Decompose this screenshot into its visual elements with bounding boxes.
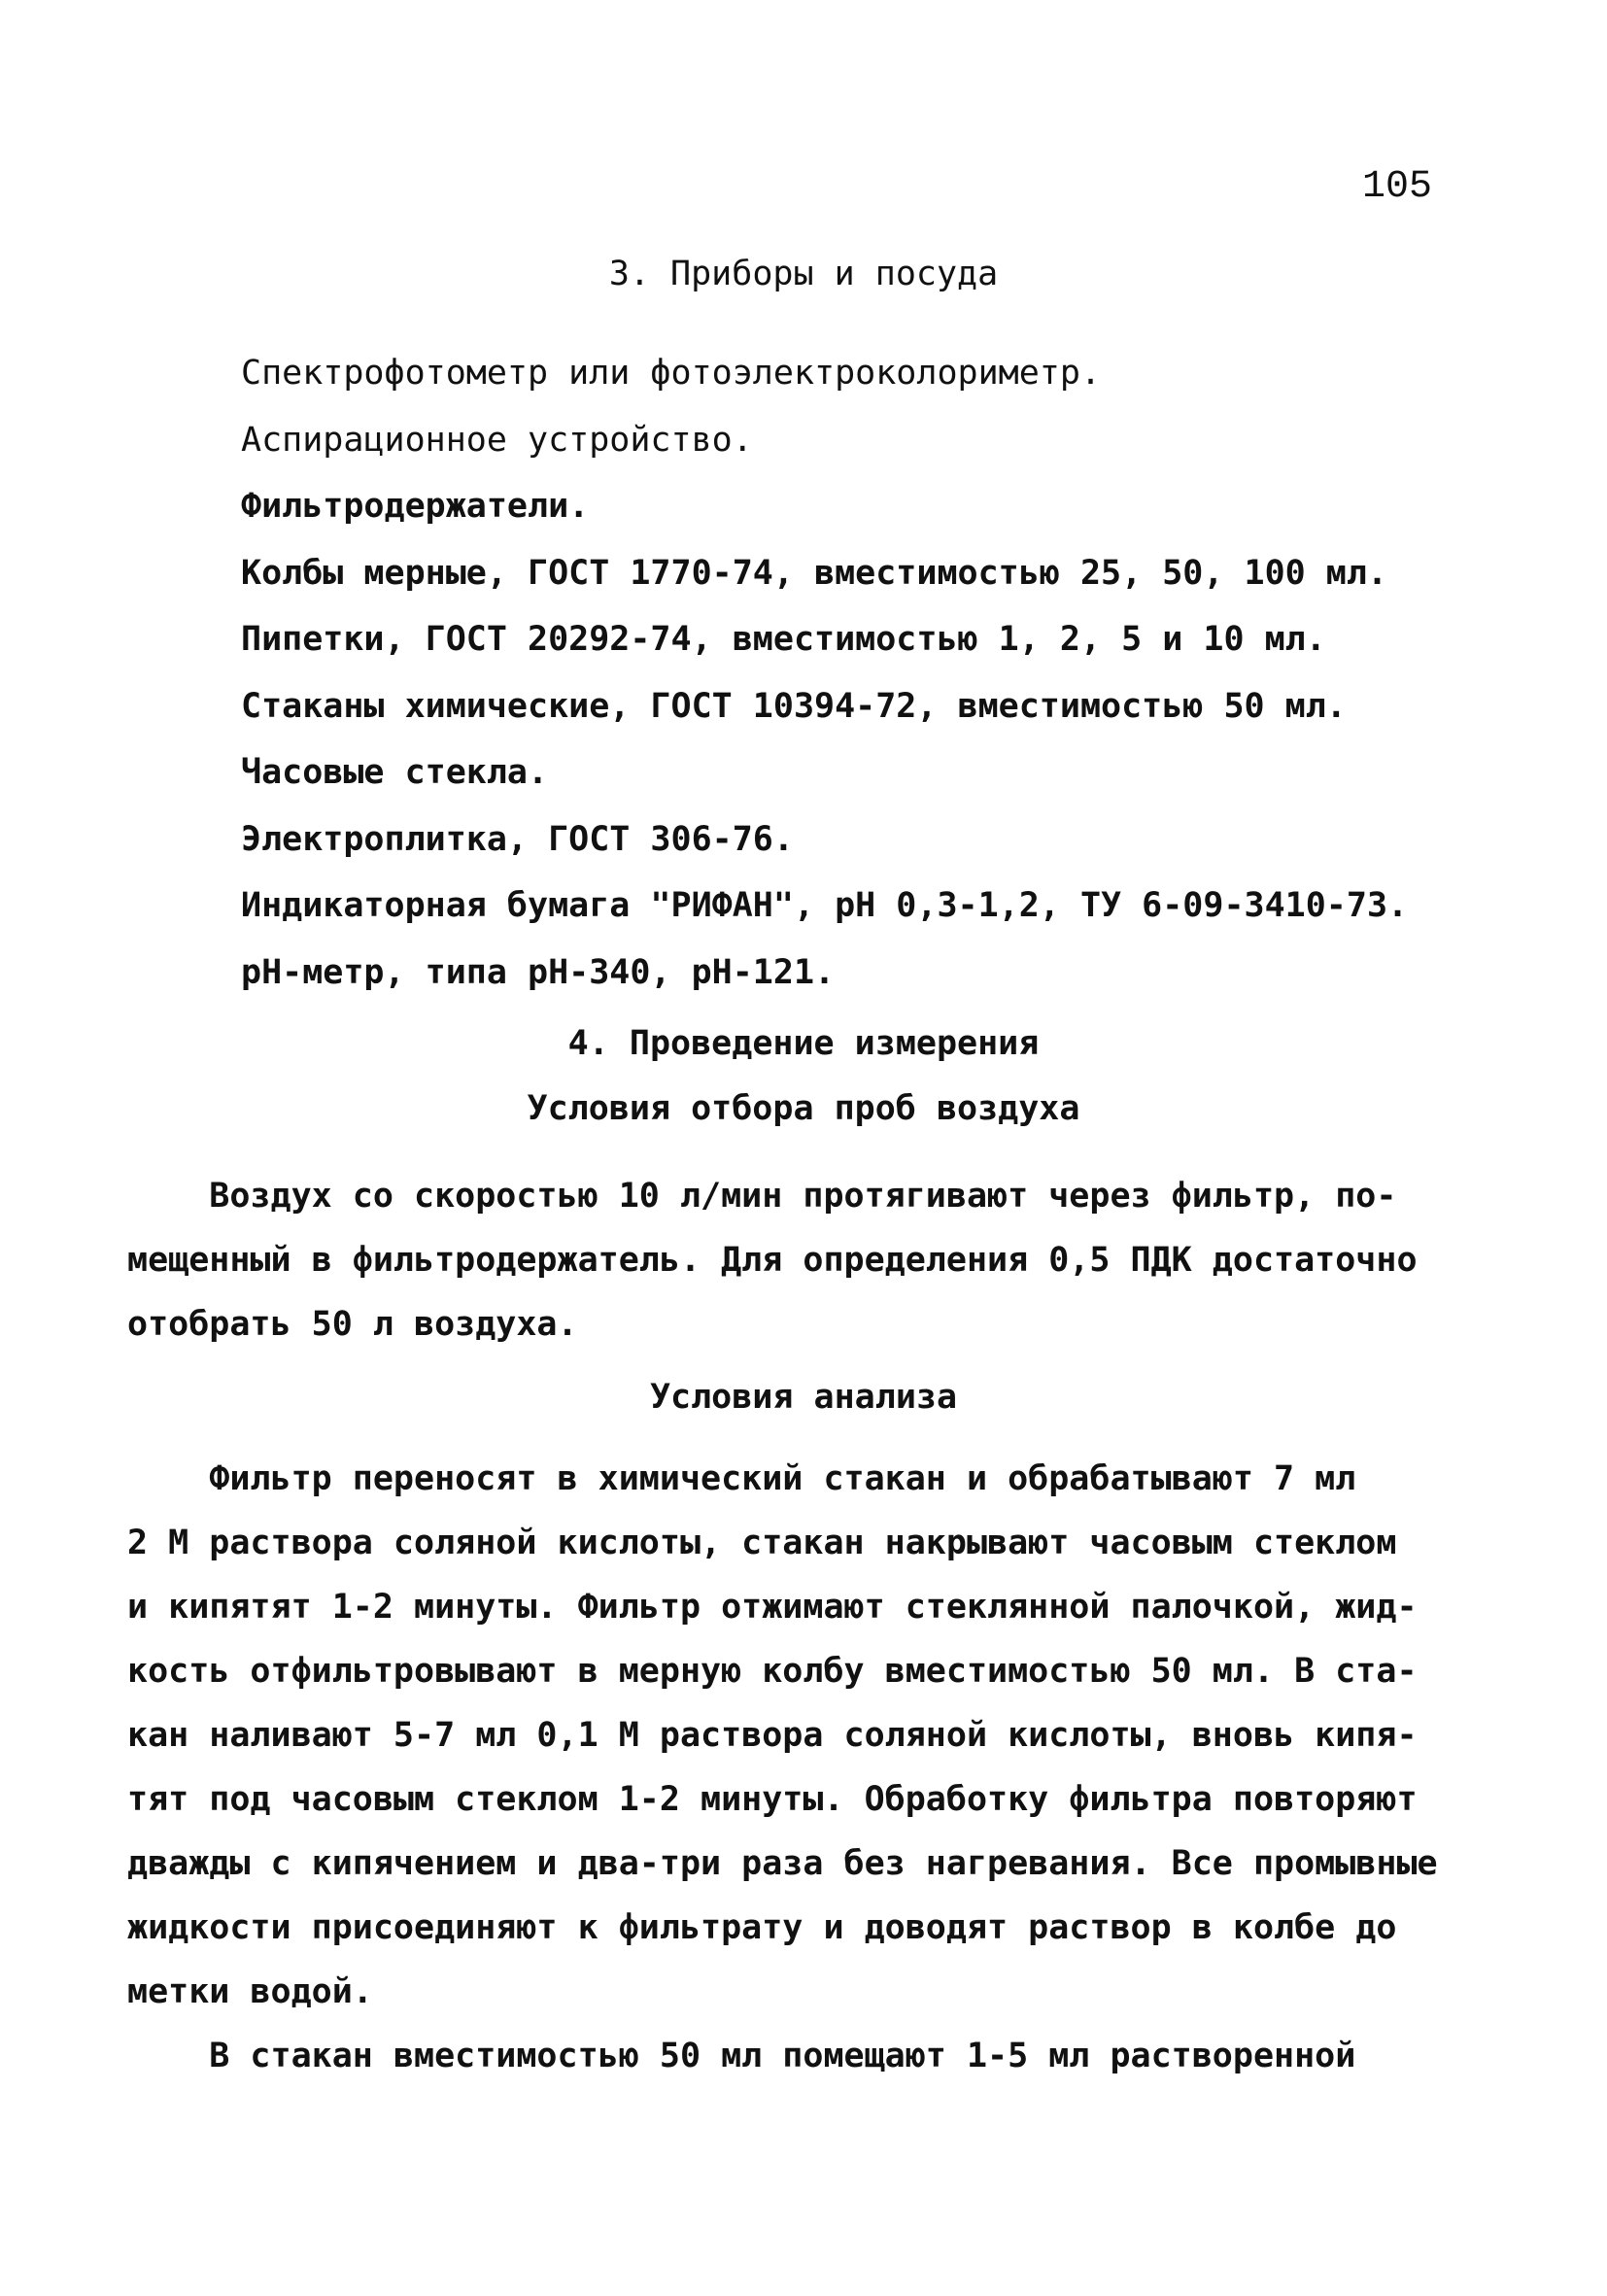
list-item: Спектрофотометр или фотоэлектроколориметр. (241, 354, 1102, 393)
analysis-next-paragraph (127, 2024, 1458, 2088)
list-item: Часовые стекла. (241, 753, 549, 792)
analysis-paragraph (127, 1447, 1458, 2024)
instruments-list (241, 340, 1408, 1006)
list-item: рН-метр, типа рН-340, рН-121. (241, 952, 836, 992)
section-heading-procedure: 4. Проведение измерения (567, 1024, 1040, 1063)
text-line: мещенный в фильтродержатель. Для определения 0,5 ПДК достаточно (127, 1241, 1418, 1280)
list-item: Фильтродержатели. (241, 487, 590, 526)
list-item: Электроплитка, ГОСТ 306-76. (241, 819, 794, 859)
text-line: и кипятят 1-2 минуты. Фильтр отжимают стеклянной палочкой, жид- (127, 1588, 1418, 1627)
text-line: жидкости присоединяют к фильтрату и доводят раствор в колбе до (127, 1908, 1397, 1947)
text-line: кан наливают 5-7 мл 0,1 М раствора соляной кислоты, вновь кипя- (127, 1716, 1418, 1755)
text-line: дважды с кипячением и два-три раза без нагревания. Все промывные (127, 1844, 1438, 1883)
text-line: 2 М раствора соляной кислоты, стакан накрывают часовым стеклом (127, 1524, 1397, 1562)
list-item: Аспирационное устройство. (241, 420, 753, 460)
text-line: кость отфильтровывают в мерную колбу вместимостью 50 мл. В ста- (127, 1652, 1418, 1691)
text-line: отобрать 50 л воздуха. (127, 1305, 578, 1344)
sampling-paragraph (127, 1164, 1458, 1356)
list-item: Индикаторная бумага "РИФАН", рН 0,3-1,2, ТУ 6-09-3410-73. (241, 886, 1409, 925)
text-line: Фильтр переносят в химический стакан и обрабатывают 7 мл (127, 1459, 1356, 1498)
text-line: тят под часовым стеклом 1-2 минуты. Обработку фильтра повторяют (127, 1780, 1418, 1819)
text-line: Воздух со скоростью 10 л/мин протягивают через фильтр, по- (127, 1177, 1397, 1216)
text-line: В стакан вместимостью 50 мл помещают 1-5 мл растворенной (127, 2037, 1356, 2075)
subheading-analysis: Условия анализа (649, 1378, 958, 1417)
section-heading-instruments: 3. Приборы и посуда (608, 255, 999, 293)
list-item: Стаканы химические, ГОСТ 10394-72, вместимостью 50 мл. (241, 686, 1347, 726)
text-line: метки водой. (127, 1972, 373, 2011)
subheading-sampling: Условия отбора проб воздуха (527, 1089, 1080, 1128)
list-item: Пипетки, ГОСТ 20292-74, вместимостью 1, 2, 5 и 10 мл. (241, 620, 1326, 659)
page-number: 105 (1362, 165, 1433, 209)
list-item: Колбы мерные, ГОСТ 1770-74, вместимостью 25, 50, 100 мл. (241, 553, 1388, 593)
